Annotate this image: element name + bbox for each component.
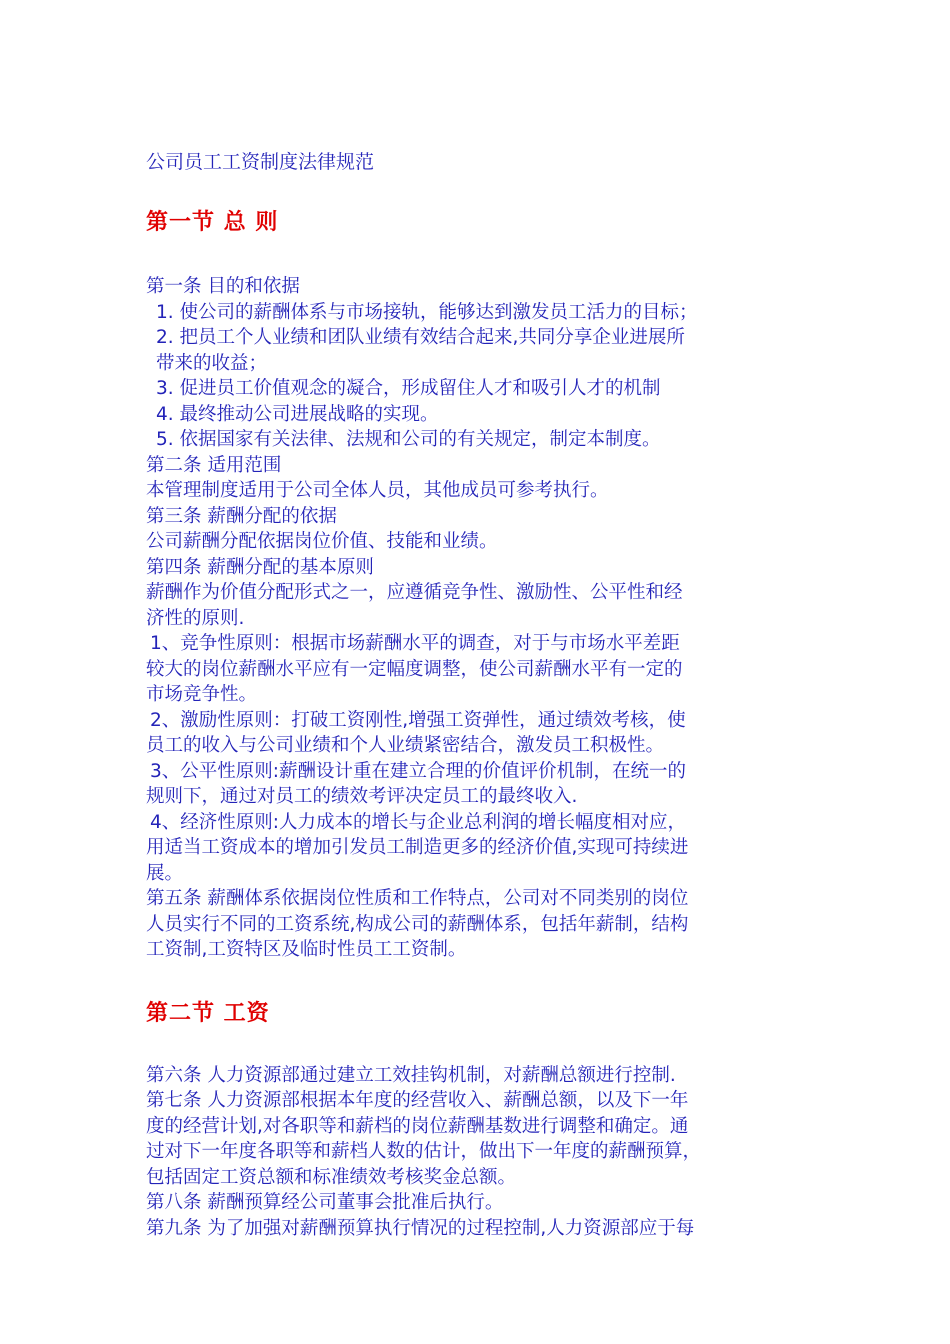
paragraph-line: 市场竞争性。 xyxy=(146,684,258,705)
article-line: 第五条 薪酬体系依据岗位性质和工作特点，公司对不同类别的岗位 xyxy=(146,888,689,909)
article-heading: 第一条 目的和依据 xyxy=(146,276,300,297)
paragraph-line: 人员实行不同的工资系统,构成公司的薪酬体系，包括年薪制，结构 xyxy=(146,913,689,935)
article-heading: 第二条 适用范围 xyxy=(146,454,282,476)
paragraph-line: 较大的岗位薪酬水平应有一定幅度调整，使公司薪酬水平有一定的 xyxy=(146,658,683,680)
paragraph-line: 工资制,工资特区及临时性员工工资制。 xyxy=(146,939,467,960)
document-body xyxy=(146,148,816,1241)
article-heading: 第三条 薪酬分配的依据 xyxy=(146,505,337,527)
list-item: 3. 促进员工价值观念的凝合，形成留住人才和吸引人才的机制 xyxy=(156,378,661,399)
section-general-body xyxy=(146,274,816,963)
principle-line: 1、竞争性原则：根据市场薪酬水平的调查，对于与市场水平差距 xyxy=(150,633,680,654)
article-line: 第九条 为了加强对薪酬预算执行情况的过程控制,人力资源部应于每 xyxy=(146,1217,695,1239)
list-item: 2. 把员工个人业绩和团队业绩有效结合起来,共同分享企业进展所 xyxy=(156,327,685,348)
section-heading-general: 第一节 总 则 xyxy=(146,210,279,235)
article-line: 第六条 人力资源部通过建立工效挂钩机制，对薪酬总额进行控制. xyxy=(146,1064,676,1086)
paragraph-line: 过对下一年度各职等和薪档人数的估计，做出下一年度的薪酬预算， xyxy=(146,1141,702,1162)
paragraph-line: 度的经营计划,对各职等和薪档的岗位薪酬基数进行调整和确定。通 xyxy=(146,1115,689,1137)
list-item: 1. 使公司的薪酬体系与市场接轨，能够达到激发员工活力的目标； xyxy=(156,301,698,323)
document-title: 公司员工工资制度法律规范 xyxy=(146,151,375,173)
paragraph-line: 济性的原则. xyxy=(146,607,245,629)
principle-line: 3、公平性原则:薪酬设计重在建立合理的价值评价机制，在统一的 xyxy=(150,760,687,782)
paragraph-line: 薪酬作为价值分配形式之一，应遵循竞争性、激励性、公平性和经 xyxy=(146,582,683,603)
list-item-continuation: 带来的收益； xyxy=(156,352,268,374)
paragraph-line: 展。 xyxy=(146,862,184,884)
paragraph-line: 本管理制度适用于公司全体人员，其他成员可参考执行。 xyxy=(146,480,609,501)
principle-line: 4、经济性原则:人力成本的增长与企业总利润的增长幅度相对应， xyxy=(150,811,687,833)
principle-line: 2、激励性原则：打破工资刚性,增强工资弹性，通过绩效考核，使 xyxy=(150,709,686,731)
paragraph-line: 员工的收入与公司业绩和个人业绩紧密结合，激发员工积极性。 xyxy=(146,735,665,756)
list-item: 5. 依据国家有关法律、法规和公司的有关规定，制定本制度。 xyxy=(156,429,661,450)
article-heading: 第四条 薪酬分配的基本原则 xyxy=(146,556,374,578)
paragraph-line: 公司薪酬分配依据岗位价值、技能和业绩。 xyxy=(146,531,498,552)
section-wages-body xyxy=(146,1063,816,1242)
article-line: 第八条 薪酬预算经公司董事会批准后执行。 xyxy=(146,1192,504,1213)
paragraph-line: 用适当工资成本的增加引发员工制造更多的经济价值,实现可持续进 xyxy=(146,837,689,858)
paragraph-line: 规则下，通过对员工的绩效考评决定员工的最终收入. xyxy=(146,786,578,807)
list-item: 4. 最终推动公司进展战略的实现。 xyxy=(156,403,439,425)
paragraph-line: 包括固定工资总额和标准绩效考核奖金总额。 xyxy=(146,1166,517,1188)
section-heading-wages: 第二节 工资 xyxy=(146,1000,270,1026)
article-line: 第七条 人力资源部根据本年度的经营收入、薪酬总额，以及下一年 xyxy=(146,1090,689,1111)
